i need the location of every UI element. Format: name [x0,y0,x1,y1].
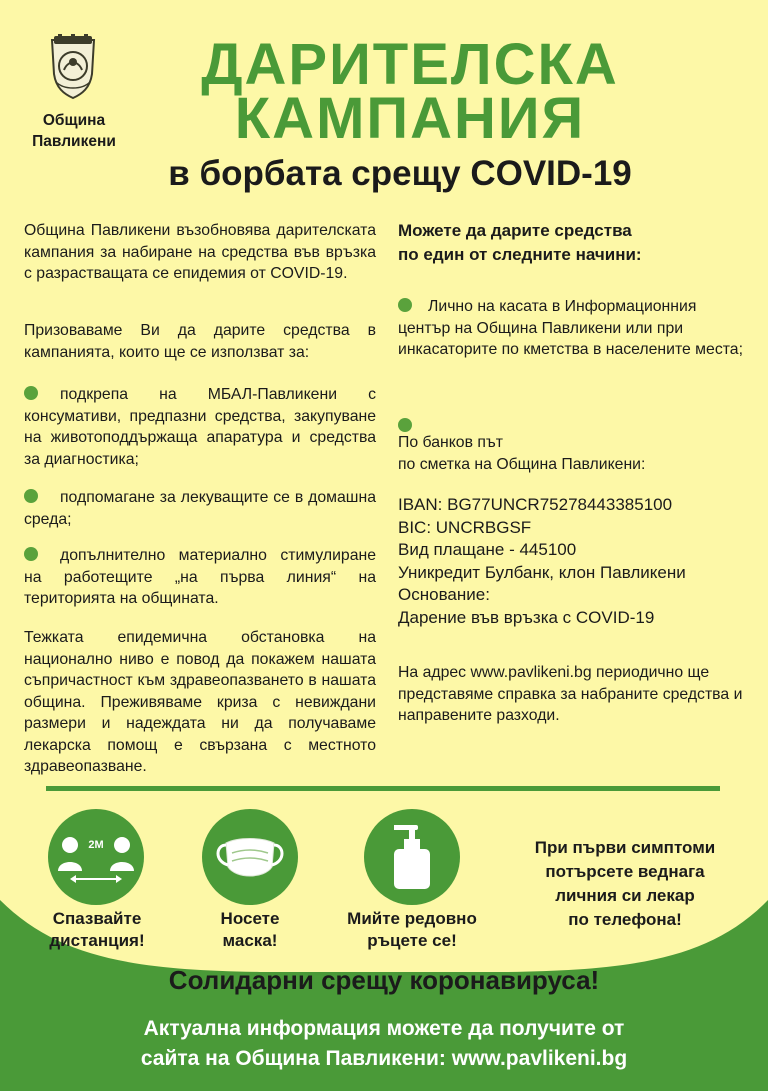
mask-label-line1: Носете [220,909,280,928]
footer-info [30,1014,738,1074]
call-paragraph: Призоваваме Ви да дарите средства в кампанията, които ще се използват за: [24,322,376,361]
wash-label-line2: ръцете се! [367,931,457,950]
municipality-name [22,110,126,152]
purpose-bullet-1 [24,384,376,470]
purpose-bullet-text: подкрепа на МБАЛ-Павликени с консумативи, предпазни средства, закупуване на животоподдържаща апаратура и средства за диагностика; [24,386,376,468]
intro-paragraph: Община Павликени възобновява дарителската кампания за набиране на средства във връзка с разрастващата се епидемия от COVID-19. [24,222,376,282]
donation-option-bank [398,418,750,475]
campaign-title-line2: КАМПАНИЯ [234,86,586,151]
symptoms-line3: личния си лекар [555,886,695,905]
wash-label [326,908,498,952]
option-cash-text: Лично на касата в Информационния център на Община Павликени или при инкасаторите по кметства в населените места; [398,298,743,358]
purpose-bullet-3 [24,545,376,610]
mask-icon [202,809,298,905]
basis-label: Основание: [398,585,490,604]
mask-label [180,908,320,952]
bullet-dot-icon [398,418,412,432]
how-title-line1: Можете да дарите средства [398,221,632,240]
distance-label [22,908,172,952]
org-name-line2: Павликени [32,133,116,150]
campaign-title-line1: ДАРИТЕЛСКА [201,32,619,97]
payment-type: Вид плащане - 445100 [398,540,577,559]
hand-sanitizer-icon [364,809,460,905]
distance-label-line1: Спазвайте [52,909,142,928]
distance-badge: 2M [88,839,104,851]
bic: BIC: UNCRBGSF [398,517,532,537]
bank-details [398,494,750,629]
bullet-dot-icon [24,489,38,503]
iban: IBAN: BG77UNCR75278443385100 [398,495,673,514]
report-paragraph: На адрес www.pavlikeni.bg периодично ще представяме справка за набраните средства и направените разходи. [398,664,743,724]
purpose-bullet-text: подпомагане за лекуващите се в домашна среда; [24,489,376,528]
distance-label-line2: дистанция! [49,931,145,950]
purpose-bullet-2 [24,487,376,530]
symptoms-line1: При първи симптоми [534,838,716,857]
how-title-line2: по един от следните начини: [398,245,642,264]
bank-name: Уникредит Булбанк, клон Павликени [398,562,686,582]
footer-info-line1: Актуална информация можете да получите от [143,1017,625,1040]
bullet-dot-icon [24,386,38,400]
symptoms-advice [500,836,750,932]
option-bank-title: По банков път [398,434,504,451]
option-bank-line1 [398,418,750,454]
section-divider [46,786,720,791]
municipality-crest-icon [42,34,104,100]
donation-option-cash [398,296,750,361]
purpose-bullet-text: допълнително материално стимулиране на работещите „на първа линия“ на територията на общината. [24,547,376,607]
basis-text: Дарение във връзка с COVID-19 [398,607,655,627]
symptoms-line4: по телефона! [568,910,682,929]
closing-paragraph: Тежката епидемична обстановка на национално ниво е повод да покажем нашата съпричастност към здравеопазването в нашата община. Преживяваме криза с невиждани размери и надеждата ни да получаваме лекарска помощ е свързана с местното здравеопазване. [24,629,376,775]
bullet-dot-icon [398,298,412,312]
option-bank-line2: по сметка на Община Павликени: [398,455,646,473]
distance-icon [48,809,144,905]
wash-label-line1: Мийте редовно [347,909,477,928]
slogan: Солидарни срещу коронавируса! [168,965,600,995]
org-name-line1: Община [42,112,106,129]
symptoms-line2: потърсете веднага [545,862,705,881]
mask-label-line2: маска! [222,931,278,950]
bullet-dot-icon [24,547,38,561]
campaign-subtitle: в борбата срещу COVID-19 [168,154,632,193]
donation-methods-heading [398,219,750,267]
footer-info-line2: сайта на Община Павликени: www.pavlikeni.bg [140,1047,628,1070]
